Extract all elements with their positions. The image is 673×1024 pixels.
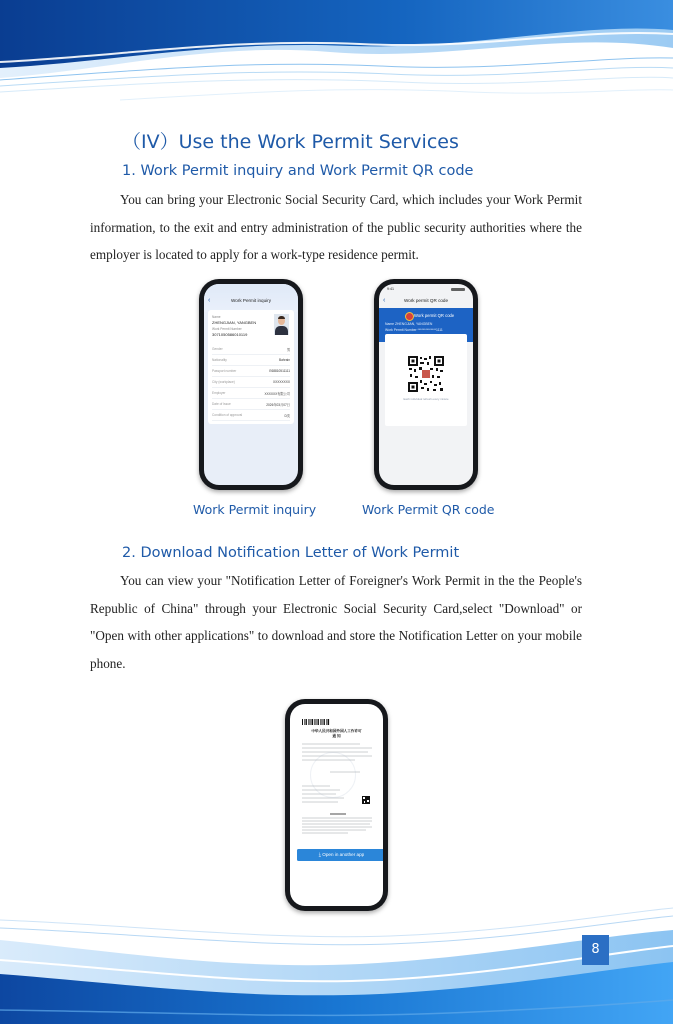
- top-wave-decoration: [0, 0, 673, 110]
- caption-qr-code: Work Permit QR code: [362, 502, 495, 517]
- detail-value: Bahrain: [279, 358, 290, 362]
- qr-permit-line: Work Permit Number **************1111: [385, 328, 443, 332]
- letter-subtitle: 通 知: [332, 734, 341, 738]
- section-title: （IV）Use the Work Permit Services: [122, 131, 459, 153]
- caption-inquiry: Work Permit inquiry: [193, 502, 317, 517]
- detail-value: E68810511111: [269, 369, 290, 373]
- detail-label: Gender: [212, 347, 223, 351]
- detail-label: Employer: [212, 391, 226, 395]
- name-value: ZHENGJIAN, YANGBEN: [212, 320, 257, 325]
- subsection-title-download: 2. Download Notification Letter of Work Permit: [122, 545, 460, 561]
- bottom-wave-decoration: [0, 900, 673, 1024]
- inquiry-detail-row: [212, 390, 290, 399]
- qr-page-header: Work permit QR code: [403, 298, 449, 303]
- phone-work-permit-qr: [374, 279, 478, 490]
- detail-label: Passport number: [212, 369, 237, 373]
- barcode-icon: [302, 719, 330, 725]
- permit-number-value: 3071050586010119: [212, 332, 248, 337]
- detail-value: 男: [286, 348, 290, 352]
- phone-notification-letter: [285, 699, 388, 911]
- emblem-icon: [405, 312, 414, 321]
- inquiry-detail-row: [212, 401, 290, 410]
- permit-number-label: Work Permit Number: [212, 327, 242, 331]
- signal-battery-icon: [451, 288, 465, 291]
- name-label: Name: [212, 315, 221, 319]
- phone-work-permit-inquiry: [199, 279, 303, 490]
- detail-value: 2026年03月07日: [266, 403, 290, 407]
- paragraph-residence-permit: You can bring your Electronic Social Security Card, which includes your Work Permit information, to the exit and entry administration of the public security authorities where the employer is located to apply for a work-type residence permit.: [90, 192, 582, 262]
- detail-label: Condition of approval: [212, 413, 243, 417]
- inquiry-detail-row: [212, 379, 290, 388]
- qr-card: [385, 334, 467, 426]
- detail-value: XXXXXXXX: [272, 380, 290, 384]
- inquiry-header: Work Permit inquiry: [231, 298, 271, 303]
- back-arrow-icon[interactable]: ‹: [383, 297, 386, 304]
- inquiry-card: [208, 310, 294, 424]
- letter-body-lines: [300, 742, 376, 842]
- qr-name-line: Name ZHENGJIAN, YANGBEN: [385, 322, 433, 326]
- inquiry-detail-row: [212, 412, 290, 421]
- open-button-label: Open in another app: [322, 852, 365, 857]
- detail-label: Date of Issue: [212, 402, 231, 406]
- qr-code-icon: [408, 356, 444, 392]
- inquiry-detail-row: [212, 346, 290, 355]
- paragraph-download: You can view your "Notification Letter of Foreigner's Work Permit in the the People's Republic of China" through your Electronic Social Security Card,select "Download" or "Open with other applications" to download and store the Notification Letter on your mobile phone.: [90, 573, 582, 671]
- avatar: [274, 314, 289, 335]
- inquiry-detail-row: [212, 357, 290, 366]
- back-arrow-icon[interactable]: ‹: [208, 297, 211, 304]
- page-number: 8: [582, 935, 609, 965]
- detail-value: D类: [284, 414, 290, 418]
- open-in-another-app-button[interactable]: [297, 849, 383, 861]
- download-icon: ⤓: [318, 852, 322, 858]
- status-time: 9:41: [387, 287, 394, 291]
- inquiry-detail-row: [212, 368, 290, 377]
- detail-label: Nationality: [212, 358, 227, 362]
- detail-label: City (workplace): [212, 380, 235, 384]
- subsection-title-inquiry: 1. Work Permit inquiry and Work Permit QR code: [122, 163, 474, 179]
- qr-caption: Each individual refresh every minute: [403, 397, 449, 401]
- letter-title: 中华人民共和国外国人工作许可: [311, 729, 362, 733]
- qr-card-title: Work permit QR code: [414, 313, 455, 318]
- detail-value: XXXXXX有限公司: [264, 392, 290, 396]
